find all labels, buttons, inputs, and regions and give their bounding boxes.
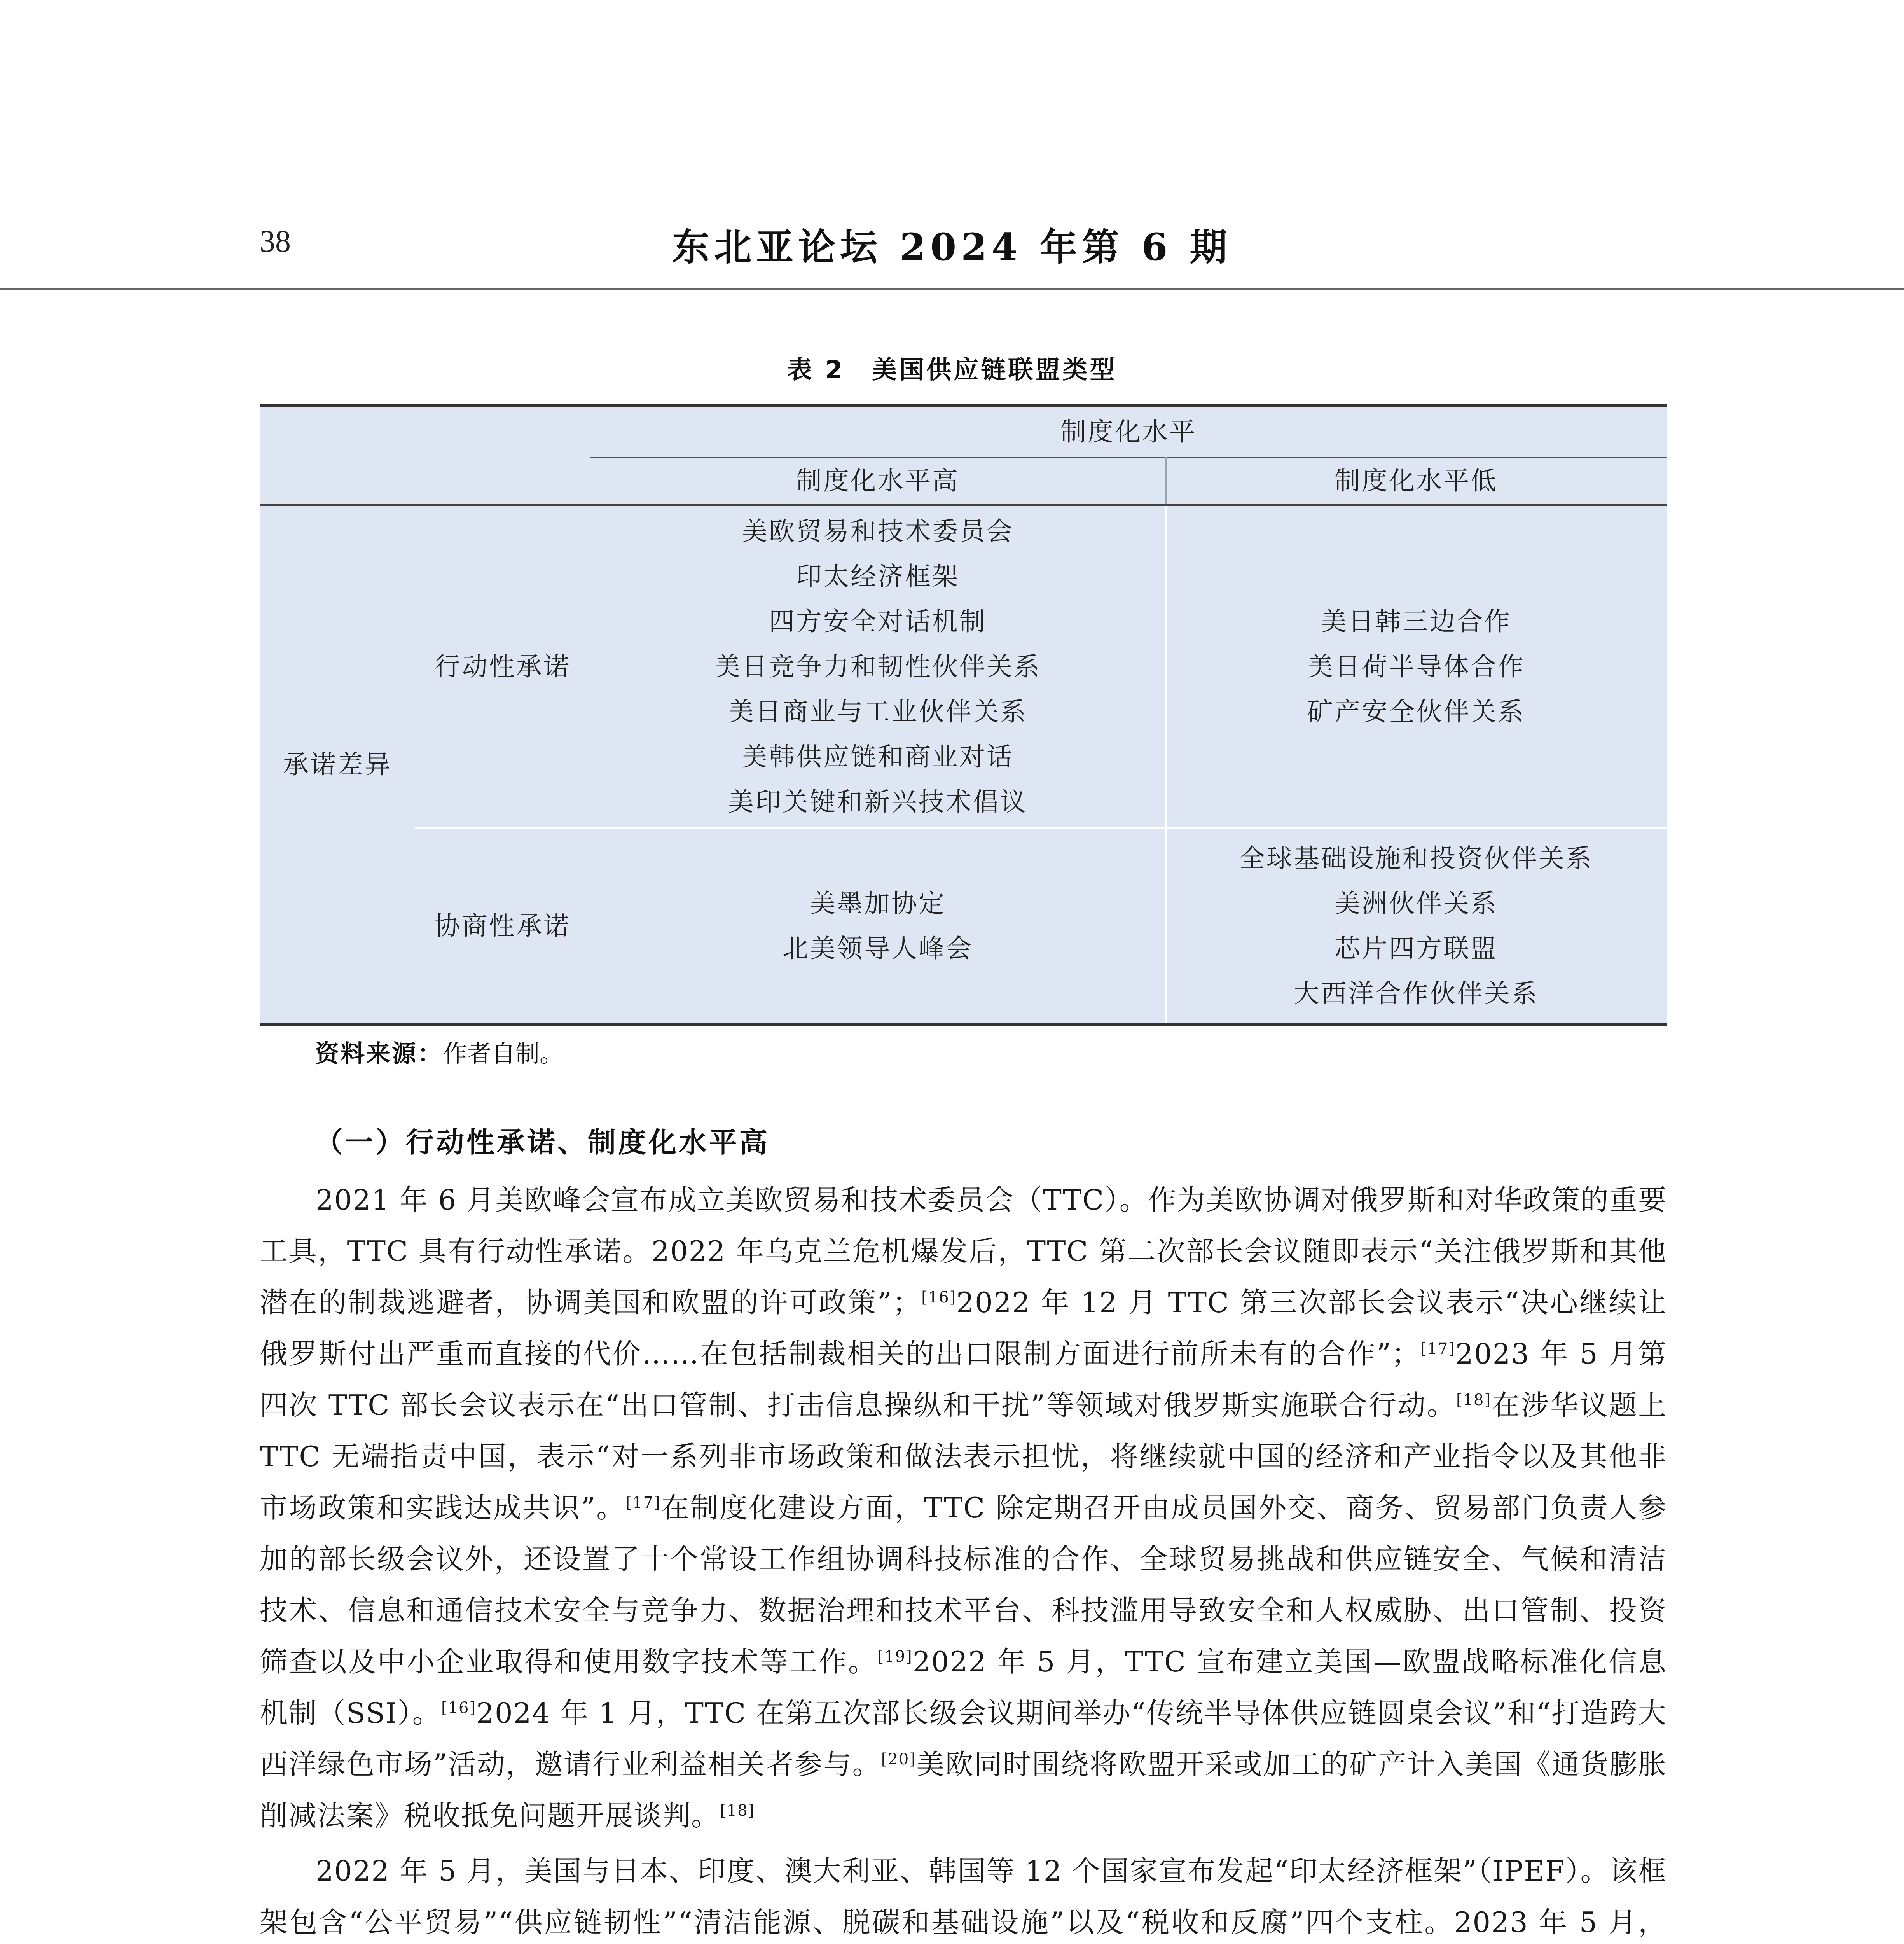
table-caption: 表 2 美国供应链联盟类型 xyxy=(787,356,1117,385)
journal-title: 东北亚论坛 2024 年第 6 期 xyxy=(672,225,1232,269)
table-source-note xyxy=(315,1034,564,1069)
body-paragraph xyxy=(260,1845,1667,1944)
cell-action-high xyxy=(590,506,1165,827)
list-item: 美洲伙伴关系 xyxy=(1335,888,1498,918)
list-item: 北美领导人峰会 xyxy=(783,934,973,963)
cell-consultative-high xyxy=(590,829,1165,1023)
paragraph-text: 在制度化建设方面，TTC 除定期召开由成员国外交、商务、贸易部门负责人参加的部长级会议外，还设置了十个常设工作组协调科技标准的合作、全球贸易挑战和供应链安全、气候和清洁技术、信息和通信技术安全与竞争力、数据治理和技术平台、科技滥用导致安全和人权威胁、出口管制、投资筛查以及中小企业取得和使用数字技术等工作。 xyxy=(260,1491,1667,1678)
list-item: 美韩供应链和商业对话 xyxy=(742,741,1014,772)
paragraph-text: 在涉华议题上 TTC 无端指责中国，表示“对一系列非市场政策和做法表示担忧，将继续就中国的经济和产业指令以及其他非市场政策和实践达成共识”。 xyxy=(260,1389,1667,1524)
header-high-institutionalization: 制度化水平高 xyxy=(796,466,959,496)
list-item: 美日竞争力和韧性伙伴关系 xyxy=(714,651,1041,682)
page-number: 38 xyxy=(260,224,291,259)
paragraph-text: 2022 年 5 月，美国与日本、印度、澳大利亚、韩国等 12 个国家宣布发起“印太经济框架”（IPEF）。该框架包含“公平贸易”“供应链韧性”“清洁能源、脱碳和基础设施”以及“税收和反腐”四个支柱。2023 年 5 月， xyxy=(260,1855,1667,1939)
citation-marker: [17] xyxy=(1420,1340,1456,1358)
list-item: 美墨加协定 xyxy=(810,888,946,918)
row-label-consultative-commitment: 协商性承诺 xyxy=(435,911,571,941)
citation-marker: [16] xyxy=(921,1288,957,1306)
list-item: 矿产安全伙伴关系 xyxy=(1307,696,1525,727)
list-item: 四方安全对话机制 xyxy=(769,606,987,636)
paragraph-text: 美欧同时围绕将欧盟开采或加工的矿产计入美国《通货膨胀削减法案》税收抵免问题开展谈判。 xyxy=(260,1748,1667,1832)
body-text xyxy=(260,1174,1667,1944)
header-institutionalization-level: 制度化水平 xyxy=(1060,417,1197,447)
page-header xyxy=(0,210,1904,288)
list-item: 美日商业与工业伙伴关系 xyxy=(728,696,1027,727)
list-item: 芯片四方联盟 xyxy=(1335,934,1498,963)
paragraph-text: 2022 年 5 月，TTC 宣布建立美国—欧盟战略标准化信息机制（SSI）。 xyxy=(260,1645,1667,1729)
citation-marker: [16] xyxy=(441,1699,477,1717)
list-item: 美印关键和新兴技术倡议 xyxy=(728,787,1027,817)
list-item: 美日荷半导体合作 xyxy=(1307,651,1525,682)
citation-marker: [19] xyxy=(877,1648,913,1666)
list-item: 全球基础设施和投资伙伴关系 xyxy=(1239,843,1593,873)
header-divider xyxy=(0,288,1904,290)
list-item: 美日韩三边合作 xyxy=(1321,606,1511,636)
section-heading: （一）行动性承诺、制度化水平高 xyxy=(315,1126,770,1159)
paragraph-text: 2022 年 12 月 TTC 第三次部长会议表示“决心继续让俄罗斯付出严重而直接的代价……在包括制裁相关的出口限制方面进行前所未有的合作”； xyxy=(260,1286,1667,1370)
table-rule-header-bottom xyxy=(260,504,1667,506)
body-paragraph xyxy=(260,1174,1667,1841)
row-label-action-commitment: 行动性承诺 xyxy=(435,651,571,682)
paragraph-text: 2023 年 5 月第四次 TTC 部长会议表示在“出口管制、打击信息操纵和干扰”等领域对俄罗斯实施联合行动。 xyxy=(260,1337,1667,1421)
list-item: 美欧贸易和技术委员会 xyxy=(742,516,1014,546)
alliance-type-table xyxy=(260,404,1667,1026)
citation-marker: [20] xyxy=(881,1750,916,1768)
list-item: 印太经济框架 xyxy=(796,561,959,591)
header-low-institutionalization: 制度化水平低 xyxy=(1335,466,1498,496)
citation-marker: [17] xyxy=(625,1494,661,1512)
paragraph-text: 2024 年 1 月，TTC 在第五次部长级会议期间举办“传统半导体供应链圆桌会议”和“打造跨大西洋绿色市场”活动，邀请行业利益相关者参与。 xyxy=(260,1697,1667,1781)
citation-marker: [18] xyxy=(720,1802,755,1820)
citation-marker: [18] xyxy=(1456,1391,1492,1409)
source-text: 作者自制。 xyxy=(443,1039,564,1068)
list-item: 大西洋合作伙伴关系 xyxy=(1294,979,1539,1009)
row-group-commitment-difference: 承诺差异 xyxy=(283,750,392,780)
paragraph-text: 2021 年 6 月美欧峰会宣布成立美欧贸易和技术委员会（TTC）。作为美欧协调对俄罗斯和对华政策的重要工具，TTC 具有行动性承诺。2022 年乌克兰危机爆发后，TTC 第二次部长会议随即表示“关注俄罗斯和其他潜在的制裁逃避者，协调美国和欧盟的许可政策”； xyxy=(260,1184,1667,1319)
source-label: 资料来源： xyxy=(315,1039,444,1068)
cell-action-low xyxy=(1165,506,1667,827)
cell-consultative-low xyxy=(1165,829,1667,1023)
